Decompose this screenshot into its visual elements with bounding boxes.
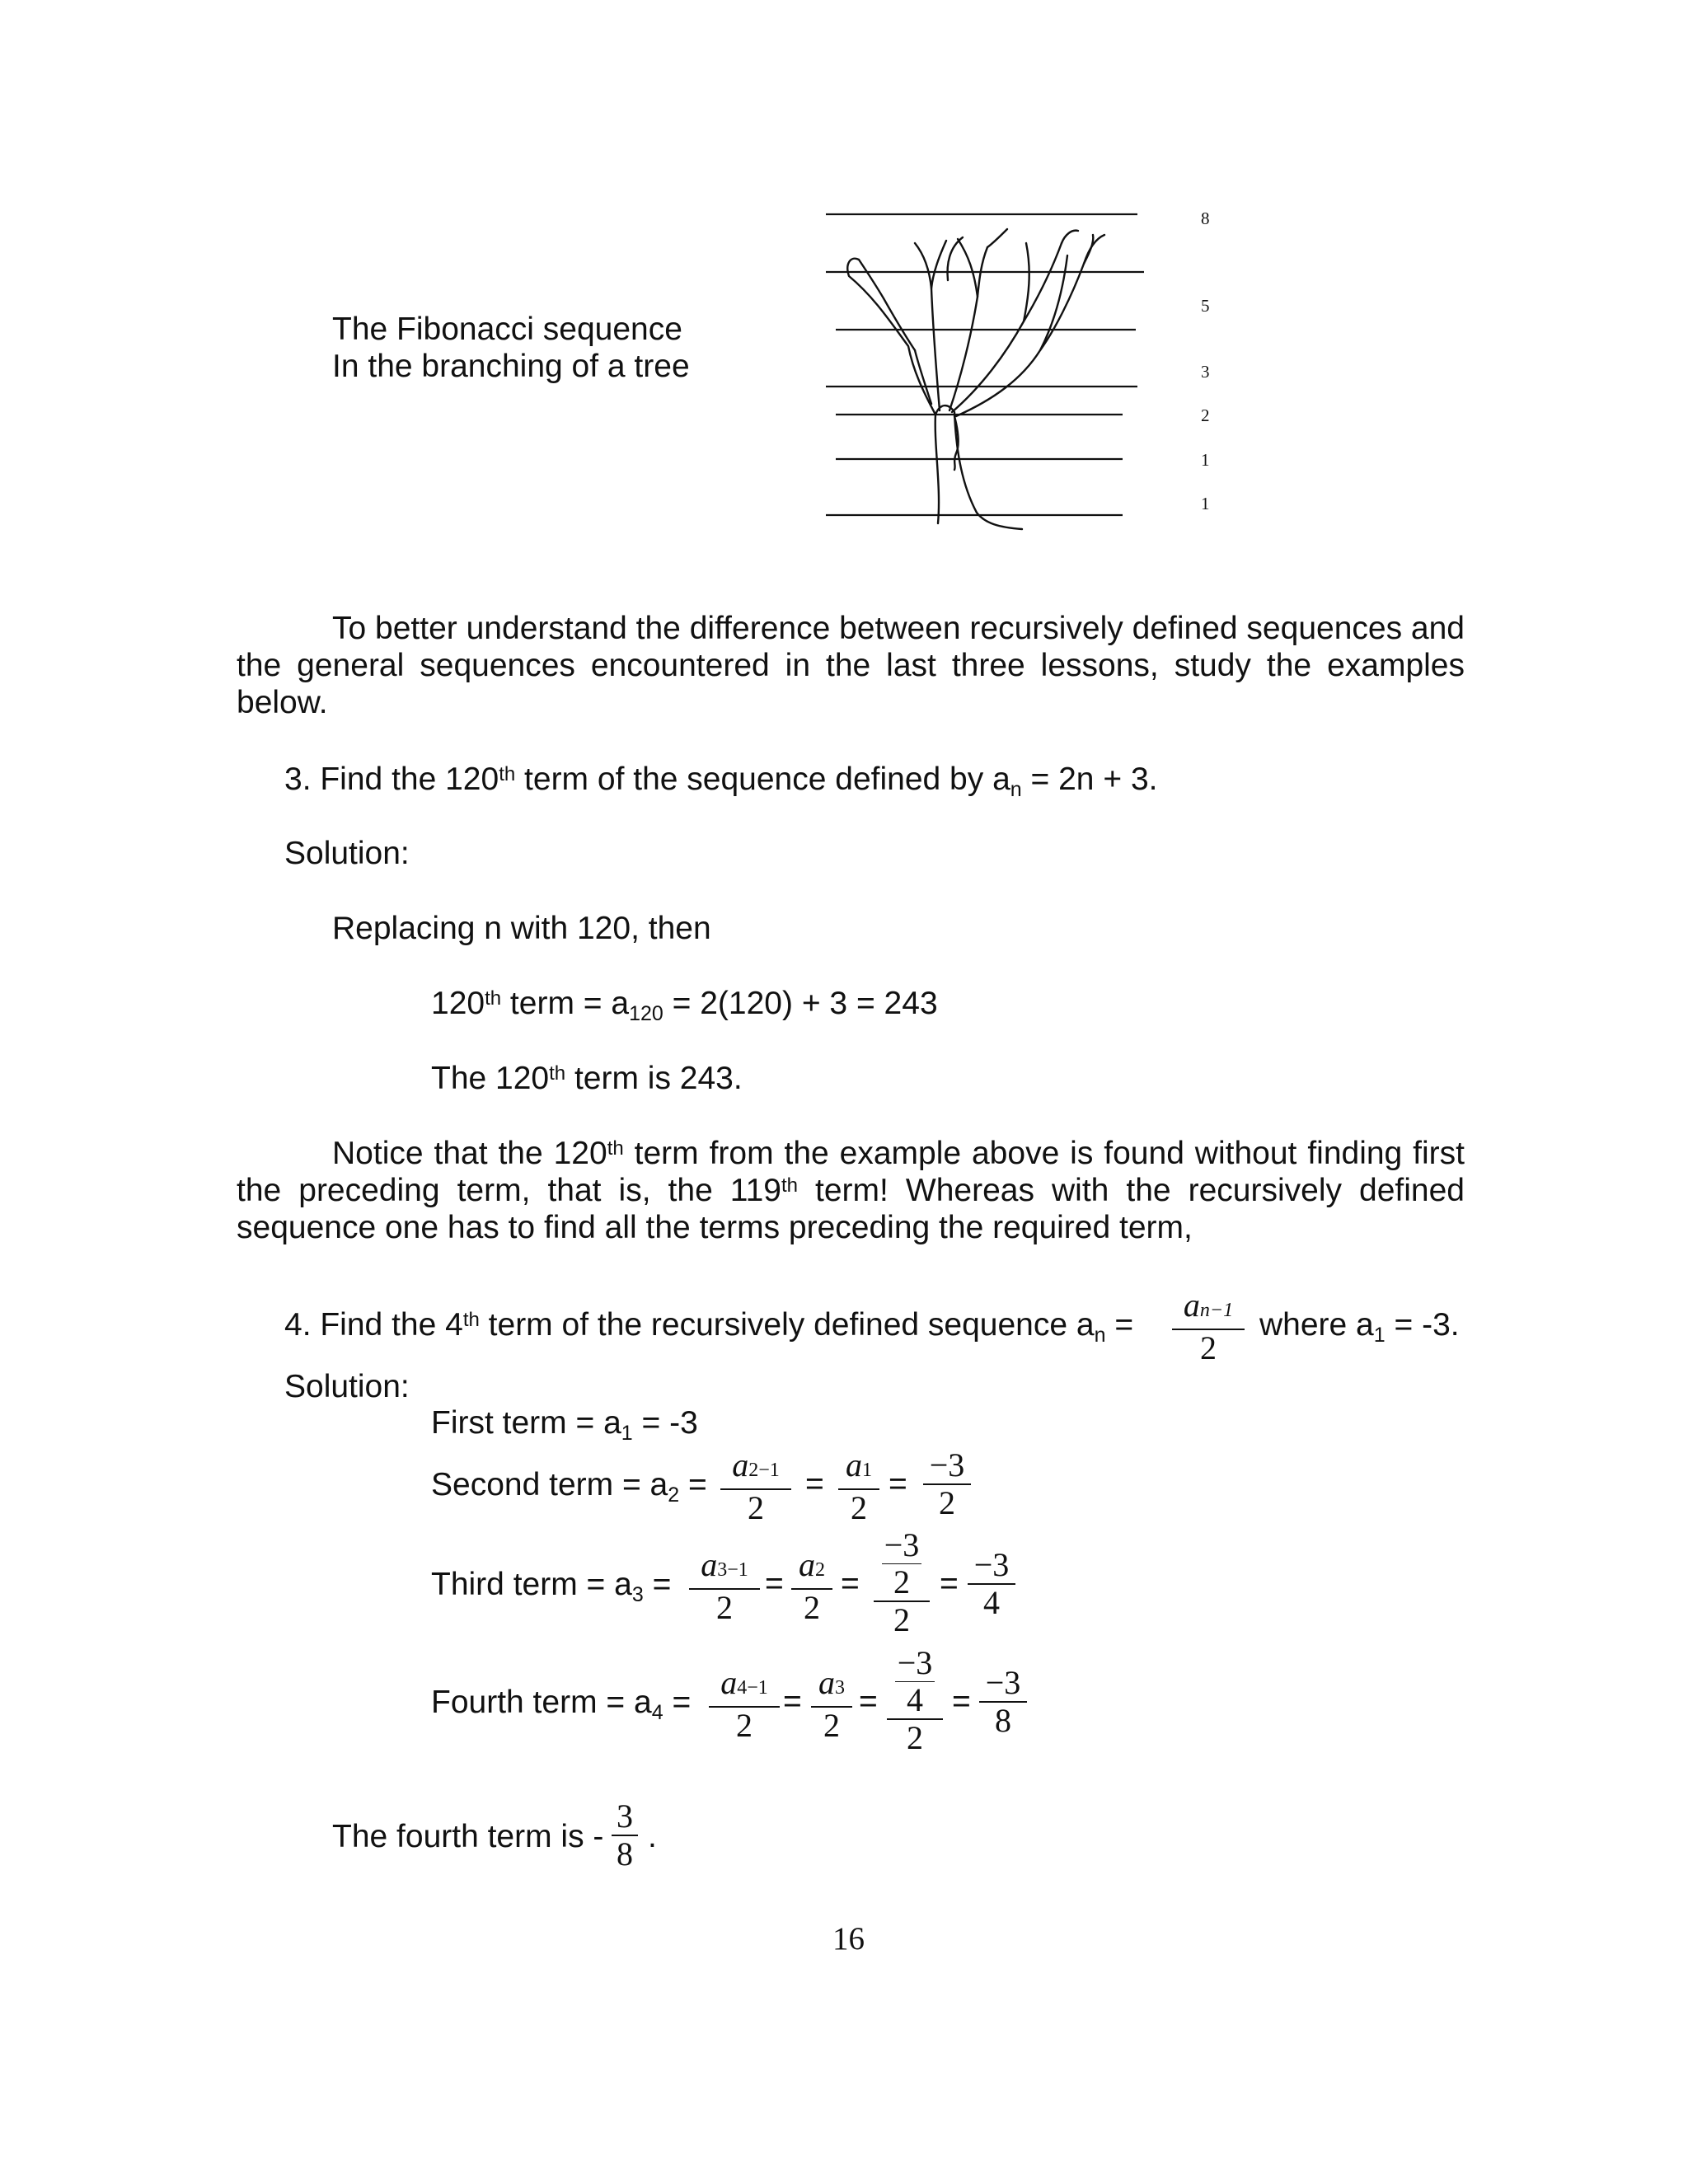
level-label: 1 bbox=[1201, 494, 1210, 513]
figure-caption bbox=[332, 311, 690, 385]
level-label: 3 bbox=[1201, 362, 1210, 382]
caption-line-1: The Fibonacci sequence bbox=[332, 312, 682, 347]
page-number: 16 bbox=[832, 1921, 865, 1957]
solution-label: Solution: bbox=[284, 836, 410, 871]
answer-fraction: 3 8 bbox=[610, 1798, 640, 1872]
intro-paragraph bbox=[237, 610, 1465, 721]
solution-answer: The 120th term is 243. bbox=[431, 1061, 743, 1096]
fraction: a2 2 bbox=[790, 1547, 834, 1626]
level-label: 1 bbox=[1201, 450, 1210, 470]
equals-sign: = bbox=[805, 1466, 824, 1502]
intro-text: To better understand the difference between recursively defined sequences and the general sequences encountered in the last three lessons, study the examples below. bbox=[237, 611, 1465, 720]
fraction: −3 2 bbox=[921, 1447, 973, 1521]
caption-line-2: In the branching of a tree bbox=[332, 349, 690, 384]
fourth-term: Fourth term = $a_4$ = bbox=[431, 1685, 692, 1724]
compound-fraction: −3 2 2 bbox=[872, 1527, 931, 1638]
example-4-statement: 4. Find the 4th term of the recursively defined sequence $a_n$ = bbox=[284, 1307, 1134, 1347]
equals-sign: = bbox=[783, 1684, 802, 1719]
fibonacci-tree-figure bbox=[816, 206, 1162, 540]
compound-fraction: −3 4 2 bbox=[885, 1645, 945, 1756]
level-label: 8 bbox=[1201, 209, 1210, 228]
conclusion-text: The fourth term is - bbox=[332, 1819, 604, 1854]
fraction: a3−1 2 bbox=[687, 1547, 762, 1626]
fraction: a4−1 2 bbox=[707, 1665, 781, 1744]
recursive-formula-fraction: an−1 2 bbox=[1170, 1287, 1246, 1366]
solution-label: Solution: bbox=[284, 1369, 410, 1404]
equals-sign: = bbox=[940, 1566, 959, 1601]
equals-sign: = bbox=[859, 1684, 878, 1719]
solution-step: Replacing n with 120, then bbox=[332, 911, 711, 946]
fraction: −3 4 bbox=[966, 1547, 1017, 1621]
initial-condition: where $a_1 = -3$. bbox=[1259, 1307, 1460, 1347]
fraction: a3 2 bbox=[809, 1665, 854, 1744]
tree-drawing bbox=[847, 229, 1104, 529]
fraction: a1 2 bbox=[837, 1447, 881, 1526]
conclusion-period: . bbox=[648, 1819, 657, 1854]
second-term: Second term = $a_2$ = bbox=[431, 1467, 707, 1507]
equals-sign: = bbox=[952, 1684, 971, 1719]
solution-step: 120th term = $a_{120} = 2(120) + 3 = 243$ bbox=[431, 986, 938, 1025]
first-term: First term = $a_1 = -3$ bbox=[431, 1405, 698, 1445]
example-3-statement: 3. Find the 120th term of the sequence defined by $a_n = 2n + 3$. bbox=[284, 762, 1158, 801]
fraction: a2−1 2 bbox=[719, 1447, 793, 1526]
level-label: 2 bbox=[1201, 405, 1210, 425]
third-term: Third term = $a_3$ = bbox=[431, 1567, 672, 1606]
fraction: −3 8 bbox=[978, 1665, 1029, 1739]
equals-sign: = bbox=[889, 1466, 907, 1502]
notice-paragraph: Notice that the 120th term from the example above is found without finding first the preceding term, that is, the 119th term! Whereas with the recursively defined sequence one has to find all the terms preceding the required term, bbox=[237, 1136, 1465, 1245]
level-label: 5 bbox=[1201, 296, 1210, 316]
equals-sign: = bbox=[841, 1566, 860, 1601]
equals-sign: = bbox=[765, 1566, 784, 1601]
